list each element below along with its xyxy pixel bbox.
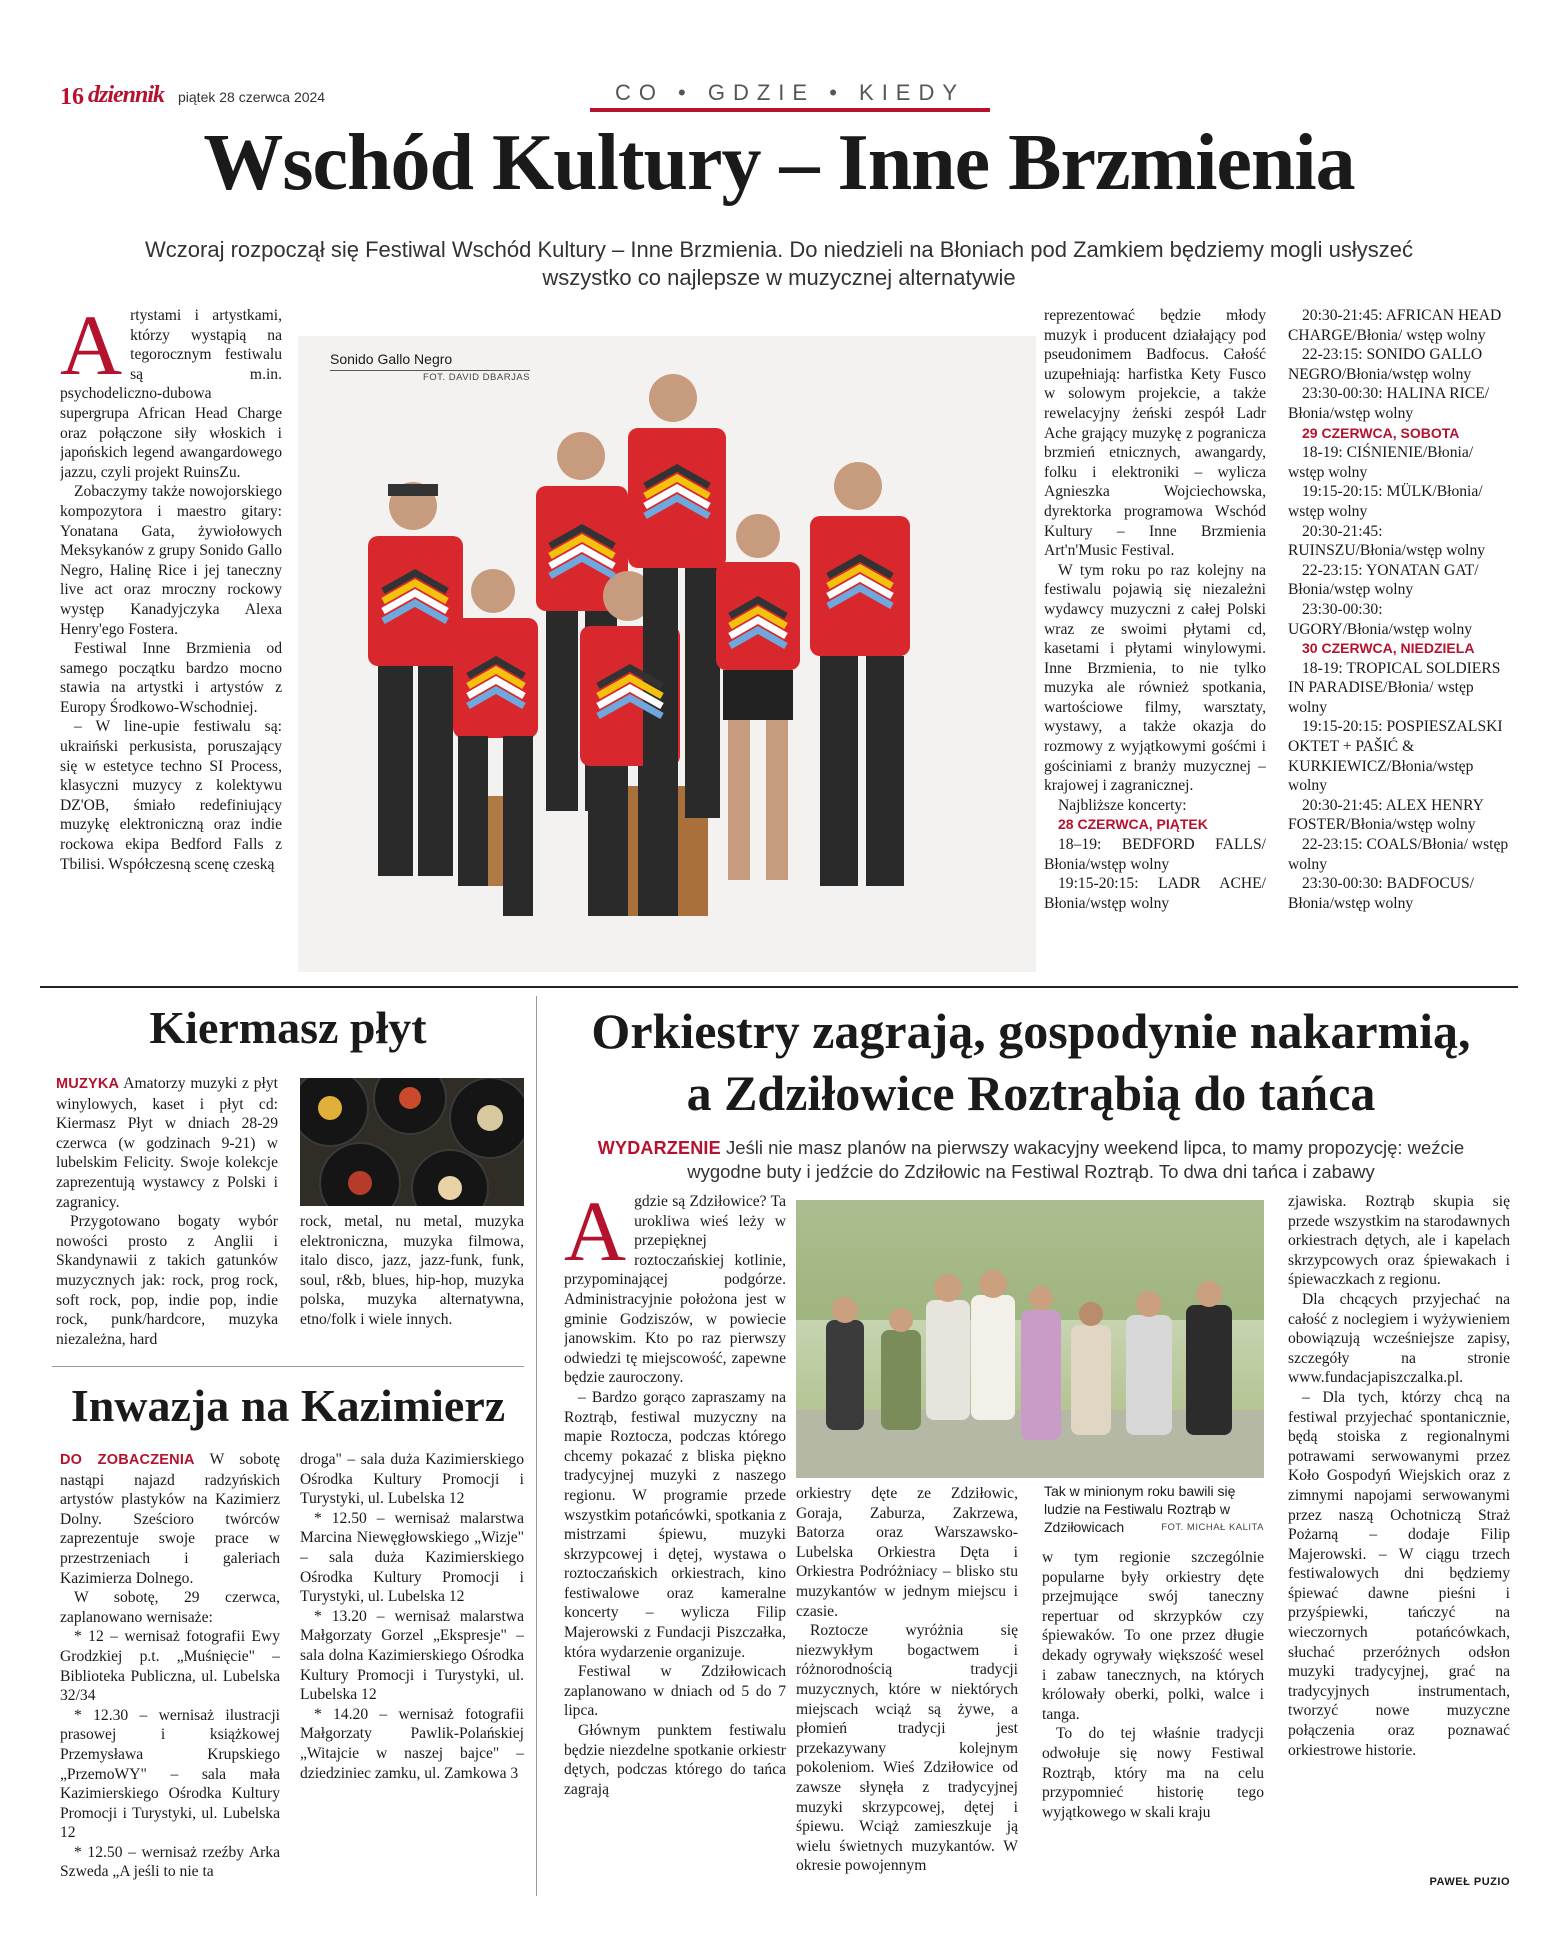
newspaper-logo: dziennik xyxy=(88,82,165,108)
schedule-day-1: 28 CZERWCA, PIĄTEK xyxy=(1058,816,1208,833)
orkiestry-col-2: orkiestry dęte ze Zdziłowic, Goraja, Zaburza, Zakrzewa, Batorza oraz Warszawsko-Lubelska Orkiestra Dęta i Orkiestra Podróżniacy – blisko stu muzykantów w jednym miejscu i czasie. Roztocze wyróżnia się niezwykłym bogactwem i różnorodnością tradycji muzycznych, które w niektórych miejscach wciąż są żywe, a płomień tradycji jest przekazywany kolejnym pokoleniom. Wieś Zdziłowice od zawsze słynęła z tradycyjnej muzyki skrzypcowej, dętej i śpiewu. Wciąż zamieszkuje ją wielu świetnych muzykantów. W okresie powojennym xyxy=(796,1485,1018,1875)
orkiestry-col-3: w tym regionie szczególnie popularne były orkiestry dęte przejmujące swój taneczny repertuar od skrzypków czy śpiewaków. To one przez długie dekady ogrywały większość wesel i zabaw tanecznych, na których królowały oberki, polki, walce i tanga. To do tej właśnie tradycji odwołuje się nowy Festiwal Roztrąb, który ma na celu przypomnieć historię tego wyjątkowego w skali kraju xyxy=(1042,1549,1264,1821)
vinyl-records-illustration xyxy=(300,1078,524,1206)
kazimierz-col-1: DO ZOBACZENIA W sobotę nastąpi najazd radzyńskich artystów plastyków na Kazimierz Dolny. Sześcioro twórców zaprezentuje swoje prace w przestrzeniach i galeriach Kazimierza Dolnego. W sobotę, 29 czerwca, zaplanowano wernisaże: * 12 – wernisaż fotografii Ewy Grodzkiej p.t. „Muśnięcie" – Biblioteka Publiczna, ul. Lubelska 32/34 * 12.30 – wernisaż ilustracji prasowej i książkowej Przemysława Krupskiego „PrzemoWY" – sala mała Kazimierskiego Ośrodka Kultury Promocji i Turystyki, ul. Lubelska 12 * 12.50 – wernisaż rzeźby Arka Szweda „A jeśli to nie ta xyxy=(60,1451,280,1881)
main-col-3: reprezentować będzie młody muzyk i producent działający pod pseudonimem Badfocus. Całość uzupełniają: harfistka Kety Fusco w solowym projekcie, a także rewelacyjny żeński zespół Ladr Ache grający muzykę z pogranicza brzmień etnicznych, awangardy, folku i elektroniki – wylicza Agnieszka Wojciechowska, dyrektorka programowa Wschód Kultury – Inne Brzmienia Art'n'Music Festival. W tym roku po raz kolejny na festiwalu pojawią się niezależni wydawcy muzyczni z całej Polski wraz ze swoimi płytami cd, kasetami i płytami winylowymi. Inne Brzmienia, to nie tylko muzyka ale również spotkania, wartościowe filmy, warsztaty, wystawy, a także okazja do rozmowy z wyjątkowymi gośćmi i gościniami z branży muzycznej – krajowej i zagranicznej. Najbliższe koncerty: 28 CZERWCA, PIĄTEK 18–19: BEDFORD FALLS/ Błonia/wstęp wolny 19:15-20:15: LADR ACHE/ Błonia/wstęp wolny xyxy=(1044,307,1266,912)
section-underline xyxy=(590,108,990,112)
section-rule xyxy=(52,1366,524,1367)
orkiestry-col-4: zjawiska. Roztrąb skupia się przede wszystkim na starodawnych orkiestrach dętych, ale i kapelach skrzypcowych oraz śpiewakach i śpiewaczkach z regionu. Dla chcących przyjechać na całość z noclegiem i wyżywieniem obowiązują wcześniejsze zapisy, szczegóły na stronie www.fundacjapiszczalka.pl. – Dla tych, którzy chcą na festiwal przyjechać spontanicznie, będą stoiska z regionalnymi potrawami serwowanymi przez Koło Gospodyń Wiejskich oraz z zimnymi napojami serwowanymi przez naszą Ochotniczą Straż Pożarną – dodaje Filip Majerowski. – W ciągu trzech festiwalowych dni będziemy śpiewać dawne pieśni i przyśpiewki, tańczyć na wieczornych potańcówkach, słuchać przeróżnych odsłon muzyki tradycyjnej, grać na tradycyjnych instrumentach, tworzyć nowe muzyczne połączenia oraz poznawać orkiestrowe historie. xyxy=(1288,1193,1510,1759)
kazimierz-col-2: droga" – sala duża Kazimierskiego Ośrodka Kultury Promocji i Turystyki, ul. Lubelska 12 * 12.50 – wernisaż malarstwa Marcina Niewęgłowskiego „Wizje" – sala duża Kazimierskiego Ośrodka Kultury Promocji i Turystyki, ul. Lubelska 12 * 13.20 – wernisaż malarstwa Małgorzaty Gorzel „Ekspresje" – sala dolna Kazimierskiego Ośrodka Kultury Promocji i Turystyki, ul. Lubelska 12 * 14.20 – wernisaż fotografii Małgorzaty Pawlik-Polańskiej „Witajcie w naszej bajce" – dziedziniec zamku, ul. Zamkowa 3 xyxy=(300,1451,524,1782)
dance-photo xyxy=(796,1200,1264,1478)
band-photo-caption: Sonido Gallo Negro xyxy=(330,350,530,371)
dance-illustration xyxy=(796,1200,1264,1478)
article-lead: Wczoraj rozpoczął się Festiwal Wschód Kultury – Inne Brzmienia. Do niedzieli na Błoniach pod Zamkiem będziemy mogli usłyszeć wszystko co najlepsze w muzycznej alternatywie xyxy=(145,237,1413,290)
schedule-day-3: 30 CZERWCA, NIEDZIELA xyxy=(1302,640,1475,657)
orkiestry-title-1: Orkiestry zagrają, gospodynie nakarmią, xyxy=(591,1003,1471,1059)
article-author: PAWEŁ PUZIO xyxy=(1429,1876,1510,1888)
kazimierz-kicker: DO ZOBACZENIA xyxy=(60,1452,195,1468)
kiermasz-col-1: MUZYKA Amatorzy muzyki z płyt winylowych, kaset i płyt cd: Kiermasz Płyt w dniach 28-29 czerwca (w godzinach 9-21) w lubelskim Felicity. Swoje kolekcje zaprezentują wystawcy z Polski i zagranicy. Przygotowano bogaty wybór nowości prosto z Anglii i Skandynawii z takich gatunków muzycznych jak: rock, prog rock, soft rock, pop, indie pop, indie rock, punk/hardcore, muzyka niezależna, hard xyxy=(56,1075,278,1348)
vertical-rule xyxy=(536,996,537,1896)
band-photo-credit: FOT. DAVID DBARJAS xyxy=(422,372,530,383)
orkiestry-kicker: WYDARZENIE xyxy=(597,1138,721,1158)
band-photo xyxy=(298,336,1036,972)
page-header xyxy=(60,80,1500,112)
kazimierz-title: Inwazja na Kazimierz xyxy=(70,1380,506,1431)
orkiestry-col-1: Agdzie są Zdziłowice? Ta urokliwa wieś leży w przepięknej roztoczańskiej kotlinie, przypominającej podgórze. Administracyjnie położona jest w gminie Godziszów, w powiecie janowskim. Kto po raz pierwszy odwiedzi tę miejscowość, zapewne będzie zauroczony. – Bardzo gorąco zapraszamy na Roztrąb, festiwal muzyczny na mapie Roztocza, podczas którego chcemy pokazać z bliska piękno tradycyjnej muzyki z naszego regionu. W programie przede wszystkim potańcówki, spotkania z mistrzami śpiewu, muzyki skrzypcowej i dętej, wystawa o roztoczańskich orkiestrach, kino festiwalowe oraz kameralne koncerty – wylicza Filip Majerowski z Fundacji Piszczałka, która wydarzenie organizuje. Festiwal w Zdziłowicach zaplanowano w dniach od 5 do 7 lipca. Głównym punktem festiwalu będzie niezdelne spotkanie orkiestr dętych, podczas którego do tańca zagrają xyxy=(564,1192,786,1798)
orkiestry-drop-cap: A xyxy=(564,1192,627,1279)
page-number: 16 xyxy=(60,84,84,110)
band-illustration xyxy=(298,336,1036,972)
page-title: Wschód Kultury – Inne Brzmienia xyxy=(203,119,1355,207)
horizontal-rule xyxy=(40,986,1518,988)
main-col-1: Artystami i artystkami, którzy wystąpią na tegorocznym festiwalu są m.in. psychodeliczno-dubowa supergrupa African Head Charge oraz połączone siły włoskich i japońskich legend awangardowego jazzu, czyli projekt RuinsZu. Zobaczymy także nowojorskiego kompozytora i maestro gitary: Yonatana Gata, żywiołowych Meksykanów z grupy Sonido Gallo Negro, Halinę Rice i jej taneczny live act oraz mroczny rockowy występ Kanadyjczyka Alexa Henry'ego Fostera. Festiwal Inne Brzmienia od samego początku bardzo mocno stawia na artystki i artystów z Europy Środkowo-Wschodniej. – W line-upie festiwalu są: ukraiński perkusista, poruszający się w estetyce techno SI Process, klasyczni muzycy z kolektywu DZ'OB, śmiało redefiniujący muzykę elektroniczną oraz indie rockowa ekipa Bedford Falls z Tbilisi. Współczesną scenę czeską xyxy=(60,306,282,873)
kiermasz-kicker: MUZYKA xyxy=(56,1076,120,1092)
kiermasz-title: Kiermasz płyt xyxy=(149,1002,427,1053)
dance-photo-caption: Tak w minionym roku bawili się ludzie na Festiwalu Roztrąb w Zdziłowicach xyxy=(1044,1483,1236,1535)
orkiestry-title-2: a Zdziłowice Roztrąbią do tańca xyxy=(686,1065,1376,1121)
kiermasz-col-2: rock, metal, nu metal, muzyka elektroniczna, muzyka filmowa, italo disco, jazz, jazz-funk, funk, soul, r&b, blues, hip-hop, muzyka polska, muzyka alternatywna, etno/folk i wiele innych. xyxy=(300,1213,524,1328)
schedule-day-2: 29 CZERWCA, SOBOTA xyxy=(1302,424,1460,441)
drop-cap: A xyxy=(60,306,123,393)
vinyl-photo xyxy=(300,1078,524,1206)
section-label: CO • GDZIE • KIEDY xyxy=(614,80,966,105)
schedule-column: 20:30-21:45: AFRICAN HEAD CHARGE/Błonia/ wstęp wolny 22-23:15: SONIDO GALLO NEGRO/Błonia/wstęp wolny 23:30-00:30: HALINA RICE/ Błonia/wstęp wolny 29 CZERWCA, SOBOTA 18-19: CIŚNIENIE/Błonia/ wstęp wolny 19:15-20:15: MÜLK/Błonia/ wstęp wolny 20:30-21:45: RUINSZU/Błonia/wstęp wolny 22-23:15: YONATAN GAT/ Błonia/wstęp wolny 23:30-00:30: UGORY/Błonia/wstęp wolny 30 CZERWCA, NIEDZIELA 18-19: TROPICAL SOLDIERS IN PARADISE/Błonia/ wstęp wolny 19:15-20:15: POSPIESZALSKI OKTET + PAŠIĆ & KURKIEWICZ/Błonia/wstęp wolny 20:30-21:45: ALEX HENRY FOSTER/Błonia/wstęp wolny 22-23:15: COALS/Błonia/ wstęp wolny 23:30-00:30: BADFOCUS/ Błonia/wstęp wolny xyxy=(1288,307,1509,912)
orkiestry-lead: WYDARZENIE Jeśli nie masz planów na pierwszy wakacyjny weekend lipca, to mamy propozycję: weźcie wygodne buty i jedźcie do Zdziłowic na Festiwal Roztrąb. To dwa dni tańca i zabawy xyxy=(597,1137,1465,1182)
dance-photo-credit: FOT. MICHAŁ KALITA xyxy=(1161,1522,1264,1533)
issue-date: piątek 28 czerwca 2024 xyxy=(178,89,326,105)
